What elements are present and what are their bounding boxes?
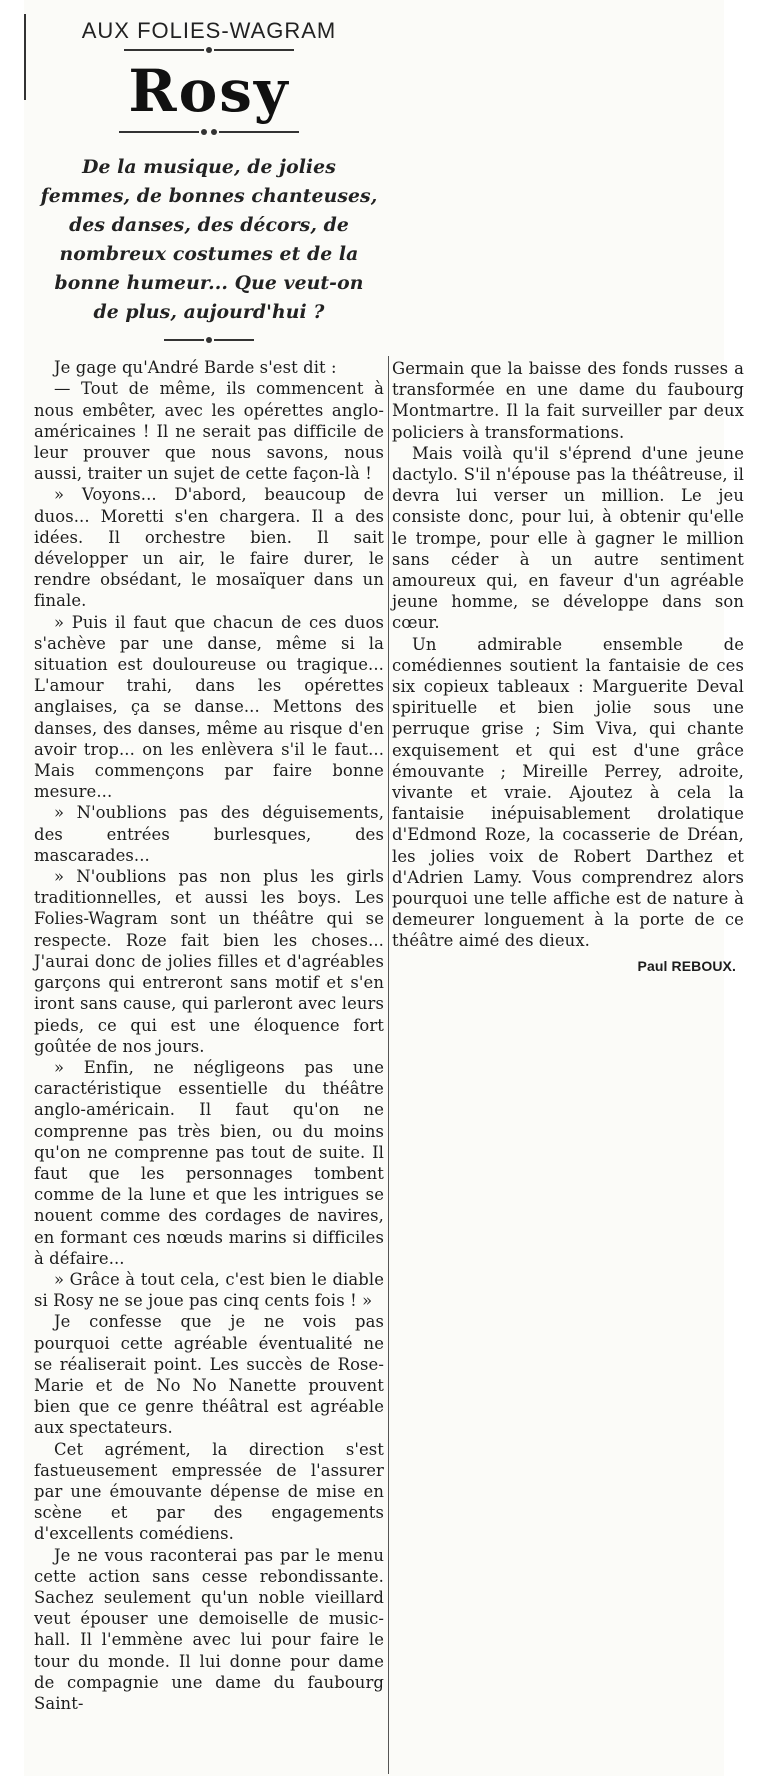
paragraph: » Grâce à tout cela, c'est bien le diable si Rosy ne se joue pas cinq cents fois ! »: [34, 1269, 384, 1311]
paragraph: Je gage qu'André Barde s'est dit :: [54, 358, 337, 378]
ornament-divider: [34, 125, 384, 139]
paragraph: » N'oublions pas des déguisements, des entrées burlesques, des mascarades...: [34, 803, 384, 865]
column-1: [34, 0, 384, 1714]
headline: Rosy: [128, 57, 290, 126]
column-2: [392, 358, 744, 977]
paragraph: Je confesse que je ne vois pas pourquoi cette agréable éventualité ne se réaliserait point. Les succès de Rose-Marie et de No No Nanette prouvent bien que ce genre théâtral est agréable aux spectateurs.: [34, 1312, 384, 1438]
paragraph: — Tout de même, ils commencent à nous embêter, avec les opérettes anglo-américaines ! Il ne serait pas difficile de leur prouver que nous savons, nous aussi, traiter un sujet de cette façon-là !: [34, 379, 384, 484]
paragraph: Un admirable ensemble de comédiennes soutient la fantaisie de ces six copieux tableaux : Marguerite Deval spirituelle et bien jolie sous une perruque grise ; Sim Viva, qui chante exquisement et qui est d'une grâce émouvante ; Mireille Perrey, adroite, vivante et vraie. Ajoutez à cela la fantaisie inépuisablement drolatique d'Edmond Roze, la cocasserie de Dréan, les jolies voix de Robert Darthez et d'Adrien Lamy. Vous comprendrez alors pourquoi une telle affiche est de nature à demeurer longuement à la porte de ce théâtre aimé des dieux.: [392, 634, 744, 951]
paragraph: » N'oublions pas non plus les girls traditionnelles, et aussi les boys. Les Folies-Wagram sont un théâtre qui se respecte. Roze fait bien les choses... J'aurai donc de jolies filles et d'agréables garçons qui entreront sans motif et s'en iront sans cause, qui parleront avec leurs pieds, ce qui est une éloquence fort goûtée de nos jours.: [34, 867, 384, 1056]
paragraph: » Voyons... D'abord, beaucoup de duos... Moretti s'en chargera. Il a des idées. Il orchestre bien. Il sait développer un air, le faire durer, le rendre obsédant, le mosaïquer dans un finale.: [34, 485, 384, 611]
paragraph: Mais voilà qu'il s'éprend d'une jeune dactylo. S'il n'épouse pas la théâtreuse, il devra lui verser un million. Le jeu consiste donc, pour lui, à obtenir qu'elle le trompe, pour elle à gagner le million sans céder à un autre sentiment amoureux qui, en faveur d'un agréable jeune homme, se développe dans son cœur.: [392, 443, 744, 633]
author-signature: Paul REBOUX.: [637, 957, 736, 974]
ornament-divider: [34, 43, 384, 57]
ornament-divider: [34, 333, 384, 347]
paragraph: Cet agrément, la direction s'est fastueusement empressée de l'assurer par une émouvante dépense de mise en scène et par des engagements d'excellents comédiens.: [34, 1439, 384, 1544]
column-rule: [388, 356, 389, 1774]
margin-rule: [24, 14, 26, 100]
paragraph: » Puis il faut que chacun de ces duos s'achève par une danse, même si la situation est douloureuse ou tragique... L'amour trahi, dans les opérettes anglaises, ça se danse... Mettons des danses, des danses, même au risque d'en avoir trop... on les enlèvera s'il le faut... Mais commençons par faire bonne mesure...: [34, 612, 384, 802]
paragraph: » Enfin, ne négligeons pas une caractéristique essentielle du théâtre anglo-américain. Il faut qu'on ne comprenne pas très bien, ou du moins qu'on ne comprenne pas tout de suite. Il faut que les personnages tombent comme de la lune et que les intrigues se nouent comme des cordages de navires, en formant ces nœuds marins si difficiles à défaire...: [34, 1057, 384, 1268]
subheadline: De la musique, de jolies femmes, de bonnes chanteuses, des danses, des décors, de nombreux costumes et de la bonne humeur... Que veut-on de plus, aujourd'hui ?: [40, 156, 378, 324]
paragraph: Je ne vous raconterai pas par le menu cette action sans cesse rebondissante. Sachez seulement qu'un noble vieillard veut épouser une demoiselle de music-hall. Il l'emmène avec lui pour faire le tour du monde. Il lui donne pour dame de compagnie une dame du faubourg Saint-: [34, 1545, 384, 1713]
section-kicker: AUX FOLIES-WAGRAM: [81, 18, 337, 43]
paragraph: Germain que la baisse des fonds russes a transformée en une dame du faubourg Montmartre. Il la fait surveiller par deux policiers à transformations.: [392, 359, 744, 442]
